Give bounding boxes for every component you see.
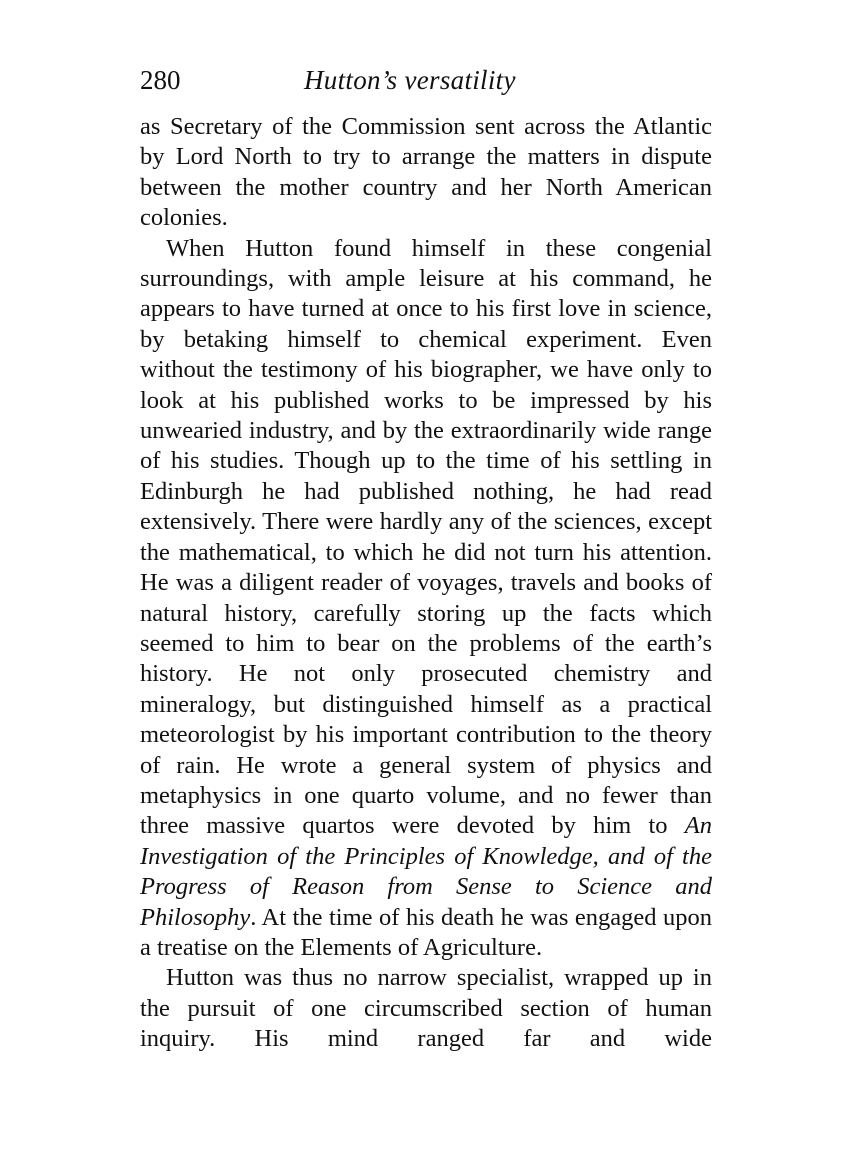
paragraph-2-text-before: When Hutton found himself in these congenial surroundings, with ample leisure at his command, he appears to have turned at once to his first love in science, by betaking himself to chemical experiment. Even without the testimony of his biographer, we have only to look at his published works to be impressed by his unwearied industry, and by the extraordinarily wide range of his studies. Though up to the time of his settling in Edinburgh he had published nothing, he had read extensively. There were hardly any of the sciences, except the mathematical, to which he did not turn his attention. He was a diligent reader of voyages, travels and books of natural history, carefully storing up the facts which seemed to him to bear on the problems of the earth’s history. He not only prosecuted chemistry and mineralogy, but distinguished himself as a practical meteorologist by his important contribution to the theory of rain. He wrote a general system of physics and metaphysics in one quarto volume, and no fewer than three massive quartos were devoted by him to [140,234,712,840]
page-number: 280 [140,65,181,95]
paragraph-2-text-after: . At the time of his death he was engaged upon a treatise on the Elements of Agriculture. [140,903,712,961]
book-title-italic: An Investigation of the Principles of Knowledge, and of the Progress of Reason from Sense to Science and Philosophy [140,812,712,931]
running-title: Hutton’s versatility [304,65,516,95]
paragraph-1: as Secretary of the Commission sent across the Atlantic by Lord North to try to arrange the matters in dispute between the mother country and her North American colonies. [140,113,712,232]
paragraph-2 [140,234,712,964]
body-text [140,112,712,1055]
running-header [140,58,712,102]
book-page [140,58,712,1055]
paragraph-3: Hutton was thus no narrow specialist, wrapped up in the pursuit of one circumscribed section of human inquiry. His mind ranged far and wide [140,964,712,1053]
